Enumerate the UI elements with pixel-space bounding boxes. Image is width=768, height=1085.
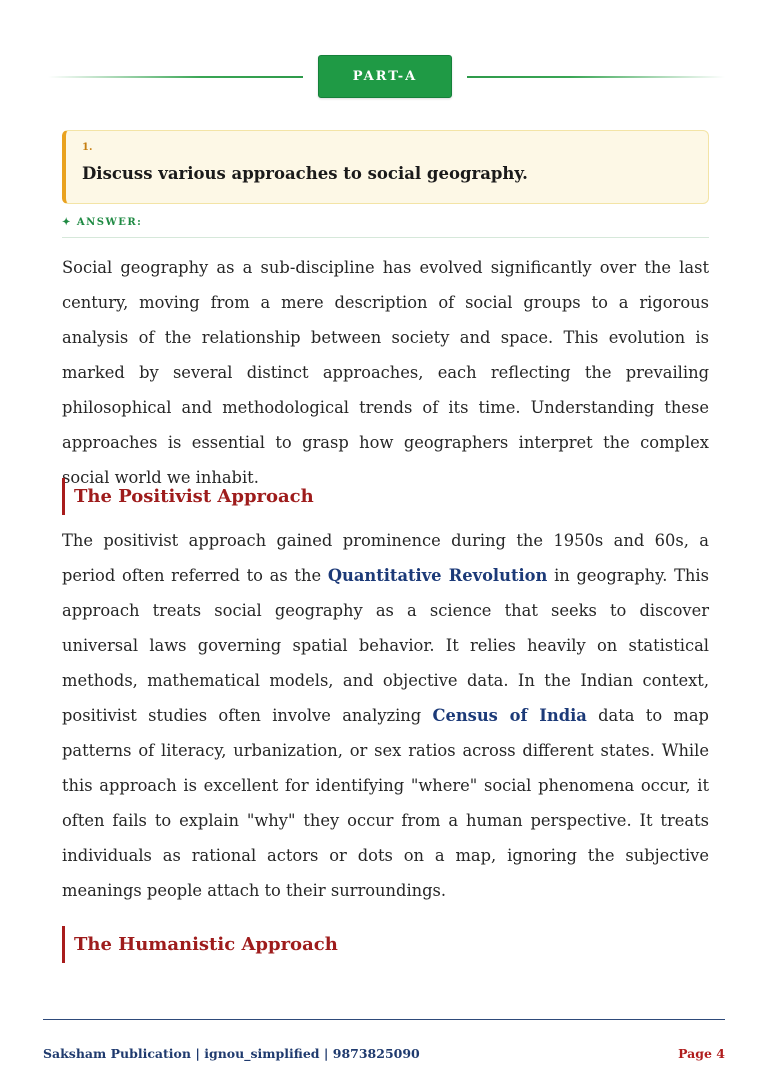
highlight-quantitative-revolution: Quantitative Revolution [327,566,548,585]
positivist-paragraph: The positivist approach gained prominence during the 1950s and 60s, a period often referred to as the Quantitative Revolution in geography. This approach treats social geography as a science that seeks to discover universal laws governing spatial behavior. It relies heavily on statistical methods, mathematical models, and objective data. In the Indian context, positivist studies often involve analyzing Census of India data to map patterns of literacy, urbanization, or sex ratios across different states. While this approach is excellent for identifying "where" social phenomena occur, it often fails to explain "why" they occur from a human perspective. It treats individuals as rational actors or dots on a map, ignoring the subjective meanings people attach to their surroundings. [62,531,709,900]
header-divider-right [467,76,725,78]
section-heading-positivist: The Positivist Approach [62,478,314,515]
highlight-census-of-india: Census of India [432,706,587,725]
section-heading-humanistic: The Humanistic Approach [62,926,338,963]
answer-divider [62,237,709,238]
question-box [62,130,709,204]
question-text: Discuss various approaches to social geography. [82,164,528,183]
sparkle-icon: ✦ [62,217,72,228]
intro-paragraph: Social geography as a sub-discipline has evolved significantly over the last century, moving from a mere description of social groups to a rigorous analysis of the relationship between society and space. This evolution is marked by several distinct approaches, each reflecting the prevailing philosophical and methodological trends of its time. Understanding these approaches is essential to grasp how geographers interpret the complex social world we inhabit. [62,258,709,487]
part-badge: PART-A [318,55,452,98]
question-number: 1. [82,142,93,153]
answer-label-text: ANSWER: [76,217,143,228]
footer-page-number: Page 4 [678,1046,725,1061]
footer-publisher: Saksham Publication | ignou_simplified | 9873825090 [43,1046,420,1061]
header-divider-left [48,76,303,78]
footer-divider [43,1019,725,1020]
answer-label [62,217,142,228]
